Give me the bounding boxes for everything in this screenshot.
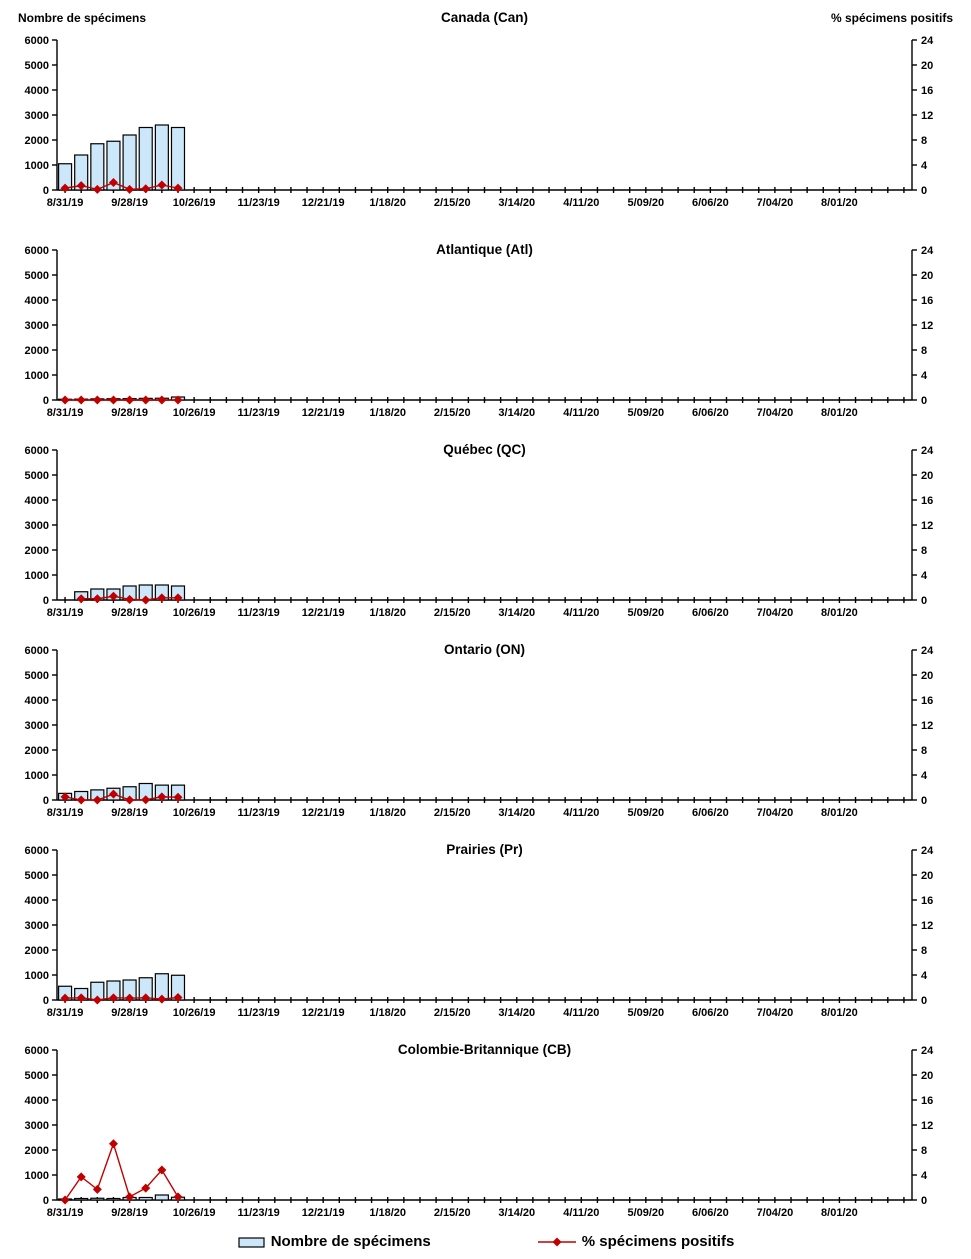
diamond-marker — [77, 396, 86, 405]
x-axis-tick-label: 10/26/19 — [172, 1207, 216, 1219]
right-axis-tick-label: 24 — [921, 35, 934, 47]
right-axis-tick-label: 20 — [921, 470, 934, 482]
chart-panel-canada-can — [0, 0, 971, 238]
x-axis-tick-label: 7/04/20 — [756, 607, 794, 619]
left-axis-tick-label: 0 — [42, 185, 49, 197]
legend-bars-label: Nombre de spécimens — [270, 1233, 431, 1250]
x-axis-tick-label: 4/11/20 — [563, 407, 600, 419]
left-axis-tick-label: 3000 — [24, 110, 49, 122]
panel-title: Canada (Can) — [440, 10, 529, 25]
panel-title: Prairies (Pr) — [446, 842, 523, 857]
right-axis-tick-label: 0 — [921, 995, 928, 1007]
right-axis-tick-label: 24 — [921, 1045, 934, 1057]
panel-title: Colombie-Britannique (CB) — [397, 1042, 572, 1057]
bar — [91, 144, 104, 190]
left-axis-tick-label: 6000 — [24, 35, 49, 47]
x-axis-tick-label: 11/23/19 — [237, 1207, 280, 1219]
right-axis-tick-label: 24 — [921, 645, 934, 657]
x-axis-tick-label: 11/23/19 — [237, 197, 280, 209]
left-axis-tick-label: 4000 — [24, 695, 49, 707]
left-axis-tick-label: 0 — [42, 595, 49, 607]
legend-line-label: % spécimens positifs — [581, 1233, 735, 1250]
x-axis-tick-label: 9/28/19 — [111, 807, 148, 819]
bar-swatch-icon — [237, 1235, 267, 1249]
x-axis-tick-label: 8/01/20 — [821, 607, 858, 619]
left-axis-tick-label: 2000 — [24, 945, 49, 957]
x-axis-tick-label: 10/26/19 — [172, 407, 216, 419]
x-axis-tick-label: 5/09/20 — [627, 407, 665, 419]
left-axis-tick-label: 1000 — [24, 1170, 49, 1182]
x-axis-tick-label: 3/14/20 — [498, 1207, 536, 1219]
x-axis-tick-label: 9/28/19 — [111, 407, 148, 419]
x-axis-tick-label: 8/01/20 — [821, 197, 858, 209]
x-axis-tick-label: 6/06/20 — [691, 1007, 729, 1019]
x-axis-tick-label: 10/26/19 — [172, 197, 216, 209]
x-axis-tick-label: 2/15/20 — [433, 1007, 471, 1019]
x-axis-tick-label: 1/18/20 — [369, 607, 407, 619]
legend-item-bars — [237, 1233, 431, 1250]
left-axis-tick-label: 3000 — [24, 720, 49, 732]
x-axis-tick-label: 6/06/20 — [691, 607, 729, 619]
right-axis-tick-label: 8 — [921, 745, 928, 757]
x-axis-tick-label: 8/31/19 — [46, 807, 84, 819]
diamond-marker — [61, 1196, 70, 1205]
right-axis-tick-label: 16 — [921, 295, 934, 307]
bars-series — [59, 125, 185, 190]
x-axis-tick-label: 1/18/20 — [369, 1207, 407, 1219]
axes — [52, 450, 917, 603]
x-axis-tick-label: 7/04/20 — [756, 1007, 794, 1019]
x-axis-tick-label: 12/21/19 — [301, 607, 345, 619]
left-axis-tick-label: 2000 — [24, 135, 49, 147]
chart-panel-prairies-pr — [0, 838, 971, 1038]
chart-panel-ontario-on — [0, 638, 971, 838]
x-axis-tick-label: 6/06/20 — [691, 407, 729, 419]
x-axis-tick-label: 5/09/20 — [627, 197, 665, 209]
left-axis-tick-label: 1000 — [24, 770, 49, 782]
x-axis-tick-label: 7/04/20 — [756, 407, 794, 419]
panel-title: Ontario (ON) — [444, 642, 525, 657]
x-axis-tick-label: 7/04/20 — [756, 197, 794, 209]
right-axis-tick-label: 20 — [921, 270, 934, 282]
x-axis-tick-label: 2/15/20 — [433, 407, 471, 419]
x-axis-tick-label: 4/11/20 — [563, 1207, 600, 1219]
left-axis-tick-label: 6000 — [24, 245, 49, 257]
left-axis-title: Nombre de spécimens — [18, 11, 147, 25]
axes — [52, 250, 917, 403]
left-axis-tick-label: 5000 — [24, 60, 49, 72]
x-axis-tick-label: 5/09/20 — [627, 607, 665, 619]
line-swatch-icon — [536, 1235, 578, 1249]
left-axis-tick-label: 5000 — [24, 1070, 49, 1082]
right-axis-tick-label: 0 — [921, 395, 928, 407]
right-axis-tick-label: 12 — [921, 320, 934, 332]
right-axis-tick-label: 12 — [921, 920, 934, 932]
x-axis-tick-label: 11/23/19 — [237, 807, 280, 819]
right-axis-tick-label: 8 — [921, 135, 928, 147]
right-axis-tick-label: 0 — [921, 1195, 928, 1207]
x-axis-tick-label: 4/11/20 — [563, 807, 600, 819]
x-axis-tick-label: 8/01/20 — [821, 807, 858, 819]
right-axis-tick-label: 8 — [921, 345, 928, 357]
bar — [123, 135, 136, 190]
left-axis-tick-label: 2000 — [24, 345, 49, 357]
chart-panel-colombie-britannique-cb — [0, 1038, 971, 1224]
left-axis-tick-label: 2000 — [24, 545, 49, 557]
right-axis-tick-label: 24 — [921, 245, 934, 257]
bar — [75, 1199, 88, 1201]
right-axis-tick-label: 12 — [921, 520, 934, 532]
right-axis-tick-label: 4 — [921, 370, 928, 382]
right-axis-tick-label: 16 — [921, 695, 934, 707]
x-axis-tick-label: 3/14/20 — [498, 807, 536, 819]
diamond-marker — [157, 396, 166, 405]
x-axis-tick-label: 12/21/19 — [301, 407, 345, 419]
axes — [52, 1050, 917, 1203]
diamond-marker — [141, 396, 150, 405]
left-axis-tick-label: 2000 — [24, 745, 49, 757]
chart-panel-qu-bec-qc — [0, 438, 971, 638]
x-axis-tick-label: 12/21/19 — [301, 807, 345, 819]
x-axis-tick-label: 4/11/20 — [563, 607, 600, 619]
x-axis-tick-label: 10/26/19 — [172, 807, 216, 819]
left-axis-tick-label: 0 — [42, 395, 49, 407]
x-axis-tick-label: 12/21/19 — [301, 1207, 345, 1219]
left-axis-tick-label: 6000 — [24, 445, 49, 457]
diamond-marker — [109, 396, 118, 405]
panel-title: Québec (QC) — [443, 442, 526, 457]
diamond-marker — [93, 396, 102, 405]
left-axis-tick-label: 5000 — [24, 270, 49, 282]
x-axis-tick-label: 12/21/19 — [301, 1007, 345, 1019]
chart-panel-atlantique-atl — [0, 238, 971, 438]
left-axis-tick-label: 4000 — [24, 85, 49, 97]
x-axis-tick-label: 10/26/19 — [172, 607, 216, 619]
left-axis-tick-label: 6000 — [24, 645, 49, 657]
left-axis-tick-label: 1000 — [24, 370, 49, 382]
x-axis-tick-label: 8/31/19 — [46, 197, 84, 209]
x-axis-tick-label: 2/15/20 — [433, 807, 471, 819]
x-axis-tick-label: 6/06/20 — [691, 197, 729, 209]
left-axis-tick-label: 5000 — [24, 670, 49, 682]
diamond-marker — [125, 396, 134, 405]
axes — [52, 650, 917, 803]
x-axis-tick-label: 7/04/20 — [756, 807, 794, 819]
x-axis-tick-label: 2/15/20 — [433, 197, 471, 209]
bar — [107, 1199, 120, 1201]
x-axis-tick-label: 11/23/19 — [237, 1007, 280, 1019]
x-axis-tick-label: 3/14/20 — [498, 407, 536, 419]
x-axis-tick-label: 6/06/20 — [691, 807, 729, 819]
left-axis-tick-label: 6000 — [24, 1045, 49, 1057]
left-axis-tick-label: 5000 — [24, 870, 49, 882]
right-axis-tick-label: 16 — [921, 1095, 934, 1107]
right-axis-tick-label: 20 — [921, 60, 934, 72]
right-axis-tick-label: 24 — [921, 445, 934, 457]
right-axis-tick-label: 16 — [921, 85, 934, 97]
right-axis-tick-label: 12 — [921, 1120, 934, 1132]
x-axis-tick-label: 2/15/20 — [433, 1207, 471, 1219]
x-axis-tick-label: 8/31/19 — [46, 1207, 84, 1219]
left-axis-tick-label: 6000 — [24, 845, 49, 857]
bar — [139, 1198, 152, 1201]
legend — [0, 1224, 971, 1259]
left-axis-tick-label: 0 — [42, 795, 49, 807]
x-axis-tick-label: 1/18/20 — [369, 1007, 407, 1019]
x-axis-tick-label: 9/28/19 — [111, 1007, 148, 1019]
right-axis-tick-label: 4 — [921, 770, 928, 782]
x-axis-tick-label: 12/21/19 — [301, 197, 345, 209]
bar — [171, 128, 184, 191]
x-axis-tick-label: 10/26/19 — [172, 1007, 216, 1019]
left-axis-tick-label: 2000 — [24, 1145, 49, 1157]
x-axis-tick-label: 3/14/20 — [498, 197, 536, 209]
x-axis-tick-label: 8/01/20 — [821, 407, 858, 419]
left-axis-tick-label: 1000 — [24, 160, 49, 172]
right-axis-tick-label: 4 — [921, 970, 928, 982]
x-axis-tick-label: 1/18/20 — [369, 807, 407, 819]
left-axis-tick-label: 3000 — [24, 920, 49, 932]
x-axis-tick-label: 3/14/20 — [498, 607, 536, 619]
left-axis-tick-label: 1000 — [24, 570, 49, 582]
right-axis-tick-label: 8 — [921, 1145, 928, 1157]
right-axis-tick-label: 8 — [921, 545, 928, 557]
right-axis-title: % spécimens positifs — [830, 11, 953, 25]
x-axis-tick-label: 5/09/20 — [627, 1007, 665, 1019]
x-axis-tick-label: 4/11/20 — [563, 197, 600, 209]
left-axis-tick-label: 3000 — [24, 1120, 49, 1132]
left-axis-tick-label: 4000 — [24, 495, 49, 507]
x-axis-tick-label: 1/18/20 — [369, 197, 407, 209]
right-axis-tick-label: 0 — [921, 795, 928, 807]
x-axis-tick-label: 8/01/20 — [821, 1007, 858, 1019]
right-axis-tick-label: 24 — [921, 845, 934, 857]
right-axis-tick-label: 16 — [921, 495, 934, 507]
pct-line-series — [61, 396, 183, 405]
bars-series — [59, 1195, 185, 1200]
right-axis-tick-label: 4 — [921, 570, 928, 582]
bar — [139, 128, 152, 191]
left-axis-tick-label: 0 — [42, 1195, 49, 1207]
right-axis-tick-label: 20 — [921, 1070, 934, 1082]
right-axis-tick-label: 20 — [921, 870, 934, 882]
left-axis-tick-label: 4000 — [24, 295, 49, 307]
x-axis-tick-label: 2/15/20 — [433, 607, 471, 619]
bar — [91, 1198, 104, 1200]
x-axis-tick-label: 3/14/20 — [498, 1007, 536, 1019]
left-axis-tick-label: 1000 — [24, 970, 49, 982]
right-axis-tick-label: 0 — [921, 595, 928, 607]
right-axis-tick-label: 12 — [921, 720, 934, 732]
x-axis-tick-label: 6/06/20 — [691, 1207, 729, 1219]
x-axis-tick-label: 11/23/19 — [237, 407, 280, 419]
right-axis-tick-label: 4 — [921, 1170, 928, 1182]
legend-item-line — [536, 1233, 735, 1250]
x-axis-tick-label: 8/31/19 — [46, 607, 84, 619]
x-axis-tick-label: 8/31/19 — [46, 1007, 84, 1019]
left-axis-tick-label: 4000 — [24, 895, 49, 907]
left-axis-tick-label: 5000 — [24, 470, 49, 482]
x-axis-tick-label: 5/09/20 — [627, 807, 665, 819]
x-axis-tick-label: 1/18/20 — [369, 407, 407, 419]
diamond-marker — [109, 1139, 118, 1148]
right-axis-tick-label: 16 — [921, 895, 934, 907]
x-axis-tick-label: 4/11/20 — [563, 1007, 600, 1019]
right-axis-tick-label: 8 — [921, 945, 928, 957]
right-axis-tick-label: 4 — [921, 160, 928, 172]
panel-title: Atlantique (Atl) — [436, 242, 533, 257]
bar — [155, 1195, 168, 1200]
x-axis-tick-label: 11/23/19 — [237, 607, 280, 619]
x-axis-tick-label: 7/04/20 — [756, 1207, 794, 1219]
diamond-marker — [61, 396, 70, 405]
x-axis-tick-label: 8/31/19 — [46, 407, 84, 419]
x-axis-tick-label: 9/28/19 — [111, 197, 148, 209]
bars-series — [59, 974, 185, 1000]
left-axis-tick-label: 0 — [42, 995, 49, 1007]
left-axis-tick-label: 3000 — [24, 520, 49, 532]
right-axis-tick-label: 12 — [921, 110, 934, 122]
x-axis-tick-label: 9/28/19 — [111, 1207, 148, 1219]
left-axis-tick-label: 4000 — [24, 1095, 49, 1107]
left-axis-tick-label: 3000 — [24, 320, 49, 332]
x-axis-tick-label: 5/09/20 — [627, 1207, 665, 1219]
right-axis-tick-label: 0 — [921, 185, 928, 197]
x-axis-tick-label: 9/28/19 — [111, 607, 148, 619]
x-axis-tick-label: 8/01/20 — [821, 1207, 858, 1219]
right-axis-tick-label: 20 — [921, 670, 934, 682]
bar — [155, 125, 168, 190]
